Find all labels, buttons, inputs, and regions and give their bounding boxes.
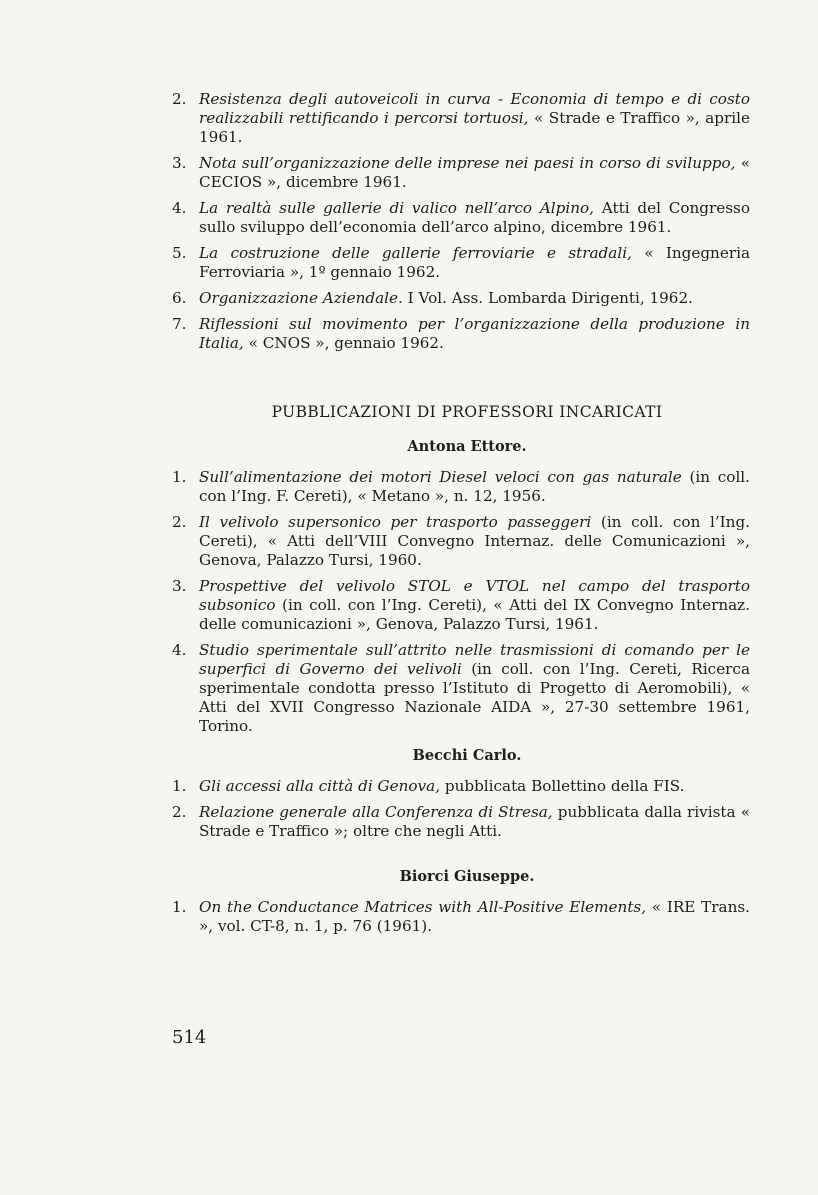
item-title: Riflessioni sul movimento per l’organizzazione della produzione in Italia, [199,315,750,352]
item-number: 3. [172,154,187,172]
item-number: 2. [172,513,187,531]
list-item [172,199,750,237]
item-title: Nota sull’organizzazione delle imprese nei paesi in corso di sviluppo, [199,154,736,172]
item-title: On the Conductance Matrices with All-Positive Elements, [199,898,647,916]
section-title: PUBBLICAZIONI DI PROFESSORI INCARICATI [271,403,663,421]
item-details: pubblicata dalla rivista « Strade e Traffico »; oltre che negli Atti. [199,803,750,840]
author-section [172,437,750,736]
item-number: 1. [172,468,187,486]
item-details: (in coll. con l’Ing. Cereti), « Atti del IX Convegno Internaz. delle comunicazioni », Genova, Palazzo Tursi, 1961. [199,596,750,633]
item-title: La realtà sulle gallerie di valico nell’arco Alpino, [199,199,594,217]
item-title: Organizzazione Aziendale. [199,289,403,307]
item-number: 2. [172,803,187,821]
continued-publication-list [172,90,750,353]
list-item [172,777,750,796]
author-name: Biorci Giuseppe. [399,868,535,885]
page-number: 514 [172,1027,207,1048]
list-item [172,154,750,192]
item-title: La costruzione delle gallerie ferroviarie e stradali, [199,244,632,262]
item-title: Il velivolo supersonico per trasporto passeggeri [199,513,592,531]
item-number: 1. [172,777,187,795]
item-title: Gli accessi alla città di Genova, [199,777,441,795]
item-details: (in coll. con l’Ing. Cereti, Ricerca sperimentale condotta presso l’Istituto di Progetto di Aeromobili), « Atti del XVII Congresso Nazionale AIDA », 27-30 settembre 1961, Torino. [199,660,750,735]
item-details: pubblicata Bollettino della FIS. [440,777,685,795]
page-body [172,90,750,943]
author-name: Becchi Carlo. [412,747,522,764]
item-details: « Strade e Traffico », aprile 1961. [199,109,750,146]
item-number: 5. [172,244,187,262]
list-item [172,289,750,308]
item-number: 4. [172,199,187,217]
item-number: 2. [172,90,187,108]
item-details: (in coll. con l’Ing. F. Cereti), « Metano », n. 12, 1956. [199,468,750,505]
item-title: Prospettive del velivolo STOL e VTOL nel campo del trasporto subsonico [199,577,750,614]
list-item [172,244,750,282]
item-number: 3. [172,577,187,595]
author-section [172,867,750,936]
list-item [172,577,750,634]
item-details: (in coll. con l’Ing. Cereti), « Atti dell’VIII Convegno Internaz. delle Comunicazioni », Genova, Palazzo Tursi, 1960. [199,513,751,569]
list-item [172,90,750,147]
item-title: Relazione generale alla Conferenza di Stresa, [199,803,553,821]
list-item [172,641,750,736]
item-number: 6. [172,289,187,307]
item-details: Atti del Congresso sullo sviluppo dell’economia dell’arco alpino, dicembre 1961. [199,199,750,236]
item-details: « IRE Trans. », vol. CT-8, n. 1, p. 76 (1961). [199,898,750,935]
item-number: 1. [172,898,187,916]
list-item [172,468,750,506]
list-item [172,898,750,936]
list-item [172,513,750,570]
item-details: I Vol. Ass. Lombarda Dirigenti, 1962. [402,289,693,307]
item-details: « CECIOS », dicembre 1961. [199,154,750,191]
list-item [172,315,750,353]
author-name: Antona Ettore. [407,438,527,455]
item-number: 4. [172,641,187,659]
item-details: « CNOS », gennaio 1962. [243,334,444,352]
item-number: 7. [172,315,187,333]
item-title: Resistenza degli autoveicoli in curva - Economia di tempo e di costo realizzabili rettificando i percorsi tortuosi, [199,90,750,127]
item-title: Studio sperimentale sull’attrito nelle trasmissioni di comando per le superfici di Governo dei velivoli [199,641,750,678]
list-item [172,803,750,841]
item-details: « Ingegneria Ferroviaria », 1º gennaio 1962. [199,244,750,281]
author-section [172,746,750,841]
item-title: Sull’alimentazione dei motori Diesel veloci con gas naturale [199,468,682,486]
